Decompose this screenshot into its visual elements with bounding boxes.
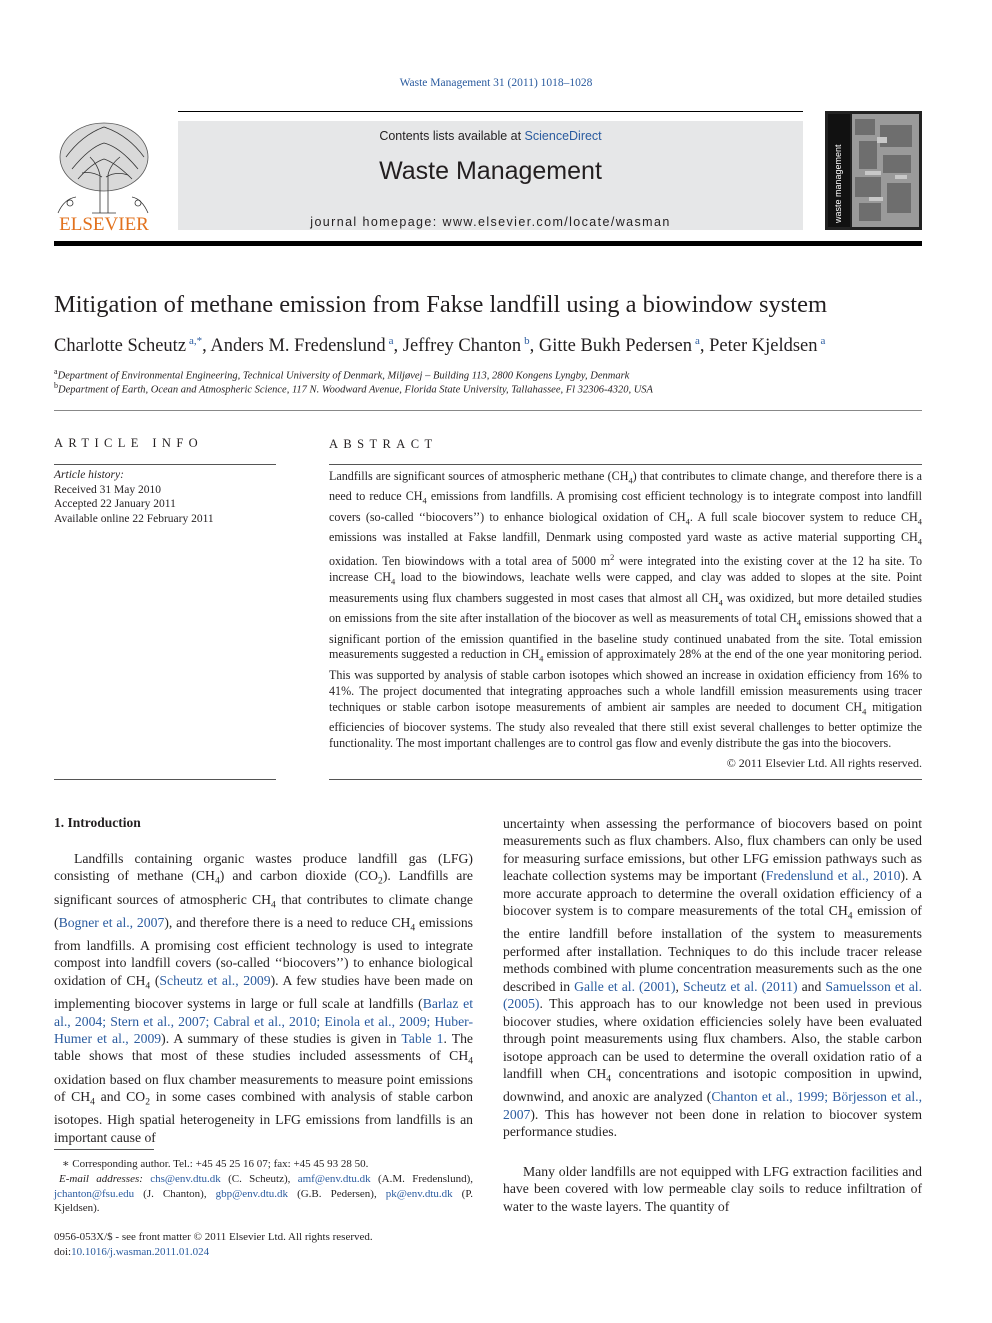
issn-line: 0956-053X/$ - see front matter © 2011 Elsevier Ltd. All rights reserved. [54, 1231, 373, 1243]
affiliation-text: Department of Environmental Engineering, Technical University of Denmark, Miljøvej – Building 113, 2800 Kongens Lyngby, Denmark [57, 370, 630, 382]
citation-link[interactable]: Barlaz et al., 2004; Stern et al., 2007; Cabral et al., 2010; Einola et al., 2009; Huber-Humer et al., 2009 [54, 996, 473, 1047]
author-separator: , [529, 336, 539, 357]
journal-title[interactable]: Waste Management [379, 157, 602, 185]
author-name: Charlotte Scheutz [54, 336, 187, 357]
journal-cover-image[interactable] [825, 111, 922, 230]
article-info-heading: ARTICLE INFO [54, 436, 204, 450]
footnote-rule [54, 1149, 154, 1150]
email-link[interactable]: pk@env.dtu.dk [385, 1187, 453, 1200]
email-label: E-mail addresses: [59, 1173, 143, 1185]
table-link[interactable]: Table 1 [401, 1031, 444, 1047]
affiliation-rule [54, 410, 922, 411]
doi-line [54, 1245, 373, 1260]
affiliation-b [54, 381, 653, 396]
contents-text: Contents lists available at [379, 129, 525, 143]
article-info-rule-bottom [54, 779, 276, 780]
intro-paragraph-2: Many older landfills are not equipped with LFG extraction facilities and have been covered with low permeable clay soils to reduce infiltration of water to the waste layers. The quantity of [503, 1164, 922, 1214]
author-list [54, 335, 825, 357]
author-affiliation-marker[interactable]: b [524, 335, 530, 347]
header-rule [178, 111, 803, 112]
email-addresses: E-mail addresses: chs@env.dtu.dk (C. Scheutz), amf@env.dtu.dk (A.M. Fredenslund), jchanton@fsu.edu (J. Chanton), gbp@env.dtu.dk (G.B. Pedersen), pk@env.dtu.dk (P. Kjeldsen). [54, 1173, 474, 1215]
article-info-rule [54, 464, 276, 465]
homepage-url[interactable]: www.elsevier.com/locate/wasman [442, 215, 671, 229]
email-link[interactable]: jchanton@fsu.edu [54, 1187, 135, 1200]
elsevier-logo[interactable] [52, 117, 156, 235]
doi-link[interactable]: 10.1016/j.wasman.2011.01.024 [71, 1245, 210, 1258]
author-affiliation-marker[interactable]: a [820, 335, 826, 347]
email-link[interactable]: gbp@env.dtu.dk [215, 1187, 289, 1200]
journal-homepage [178, 215, 803, 229]
cover-title: waste management [833, 144, 843, 223]
intro-paragraph-1: Landfills containing organic wastes produce landfill gas (LFG) consisting of methane $(CH_4)$ and carbon dioxide $(CO_2)$. Landfills are significant sources of atmospheric $CH_4$ that contributes to climate change (Bogner et al., 2007), and therefore there is a need to reduce $CH_4$ emissions from landfills. A promising cost efficient technology is used to integrate compost into landfill covers (so-called ‘‘biocovers’’) to enhance biological oxidation of $CH_4$ (Scheutz et al., 2009). A few studies have been made on implementing biocover systems in large or full scale at landfills (Barlaz et al., 2004; Stern et al., 2007; Cabral et al., 2010; Einola et al., 2009; Huber-Humer et al., 2009). A summary of these studies is given in Table 1. The table shows that most of these studies included assessments of $CH_4$ oxidation based on flux chamber measurements to measure point emissions of $CH_4$ and $CO_2$ in some cases combined with analysis of stable carbon isotopes. High spatial heterogeneity in LFG emissions from landfills is an important cause of [54, 851, 474, 1145]
contents-line [178, 129, 803, 143]
history-label: Article history: [54, 469, 124, 481]
citation-link[interactable]: Galle et al. (2001) [574, 978, 676, 994]
header-thick-rule [54, 241, 922, 246]
author-name: Gitte Bukh Pedersen [538, 336, 692, 357]
author-name: Jeffrey Chanton [402, 336, 522, 357]
journal-header-band [178, 121, 803, 230]
intro-paragraph-1-cont: uncertainty when assessing the performance of biocovers based on point measurements such as flux chambers. Also, flux chambers can only be used for measuring surface emissions, but other LFG emission pathways such as leachate collection systems may be important (Fredenslund et al., 2010). A more accurate approach to determine the overall oxidation efficiency of a biocover system is to compare measurements of the total $CH_4$ emission of the entire landfill before installation of the system to measurements performed after installation. Techniques to do this include tracer release methods combined with plume concentration measurements such as the one described in Galle et al. (2001), Scheutz et al. (2011) and Samuelsson et al. (2005). This approach has to our knowledge not been used in previous biocover studies, where oxidation efficiencies solely have been evaluated through point measurements using flux chambers. Also, the stable carbon isotope approach can be used to determine the overall oxidation ratio of a landfill when $CH_4$ concentrations and isotopic composition in upwind, downwind, and anoxic are analyzed (Chanton et al., 1999; Börjesson et al., 2007). This has however not been done in relation to biocover system performance studies. [503, 816, 923, 1140]
author-separator: , [699, 336, 710, 357]
author-affiliation-marker[interactable]: a [694, 335, 700, 347]
author-name: Peter Kjeldsen [709, 336, 818, 357]
corresponding-text: Corresponding author. Tel.: +45 45 25 16 07; fax: +45 45 93 28 50. [72, 1158, 369, 1170]
accepted-date: Accepted 22 January 2011 [54, 498, 176, 510]
doi-prefix: doi: [54, 1245, 72, 1258]
email-link[interactable]: chs@env.dtu.dk [150, 1173, 221, 1185]
citation-link[interactable]: Bogner et al., 2007 [58, 914, 165, 930]
citation-link[interactable]: Scheutz et al. (2011) [683, 978, 798, 994]
author-affiliation-marker[interactable]: a [388, 335, 394, 347]
author-separator: , [202, 336, 211, 357]
abstract-rule [329, 464, 922, 465]
affiliation-a [54, 367, 629, 382]
citation-link[interactable]: Scheutz et al., 2009 [159, 972, 271, 988]
author-name: Anders M. Fredenslund [210, 336, 386, 357]
author-affiliation-marker[interactable]: a,* [189, 335, 203, 347]
affiliation-text: Department of Earth, Ocean and Atmospheric Science, 117 N. Woodward Avenue, Florida State University, Tallahassee, Fl 32306-4320, USA [58, 384, 653, 396]
affiliation-marker: b [54, 381, 58, 390]
journal-citation[interactable]: Waste Management 31 (2011) 1018–1028 [399, 77, 593, 89]
sciencedirect-link[interactable]: ScienceDirect [524, 129, 602, 143]
article-history [54, 468, 214, 526]
online-date: Available online 22 February 2011 [54, 512, 214, 525]
elsevier-tree-icon [52, 117, 156, 235]
cover-icon [825, 111, 922, 230]
corresponding-author-note: ∗ Corresponding author. Tel.: +45 45 25 16 07; fax: +45 45 93 28 50. [62, 1158, 369, 1170]
received-date: Received 31 May 2010 [54, 483, 161, 496]
front-matter [54, 1230, 373, 1259]
author-separator: , [393, 336, 403, 357]
abstract-heading: ABSTRACT [329, 437, 438, 451]
email-link[interactable]: amf@env.dtu.dk [297, 1173, 371, 1185]
citation-link[interactable]: Samuelsson et al. (2005) [503, 978, 923, 1012]
publisher-name: ELSEVIER [59, 214, 149, 235]
abstract-copyright: © 2011 Elsevier Ltd. All rights reserved. [726, 756, 922, 770]
citation-link[interactable]: Fredenslund et al., 2010 [765, 868, 901, 884]
abstract-text: Landfills are significant sources of atmospheric methane $(CH_4)$ that contributes to climate change, and therefore there is a need to reduce $CH_4$ emissions from landfills. A promising cost efficient technology is to integrate compost into landfill covers (so-called ‘‘biocovers’’) to enhance biological oxidation of $CH_4$. A full scale biocover system to reduce $CH_4$ emissions was installed at Fakse landfill, Denmark using composted yard waste as active material supporting $CH_4$ oxidation. Ten biowindows with a total area of 5000 $m^2$ were integrated into the existing cover at the 12 ha site. To increase $CH_4$ load to the biowindows, leachate wells were capped, and clay was added to slopes at the site. Point measurements using flux chambers suggested in most cases that almost all $CH_4$ was oxidized, but more detailed studies on emissions from the site after installation of the biocover as well as measurements of total $CH_4$ emissions showed that a significant portion of the emission quantified in the baseline study continued unabated from the site. Total emission measurements suggested a reduction in $CH_4$ emission of approximately 28% at the end of the one year monitoring period. This was supported by analysis of stable carbon isotopes which showed an increase in oxidation efficiency from 16% to 41%. The project documented that integrating approaches such a whole landfill emission measurements using tracer techniques or stable carbon isotope measurements of ambient air samples are needed to document $CH_4$ mitigation efficiencies of biocover systems. The study also revealed that there still exist several challenges to better optimize the functionality. The most important challenges are to control gas flow and evenly distribute the gas into the biocovers. [329, 469, 922, 751]
section-heading-introduction: 1. Introduction [54, 815, 141, 830]
affiliation-marker: a [54, 367, 58, 376]
citation-link[interactable]: Chanton et al., 1999; Börjesson et al., 2007 [503, 1089, 922, 1122]
abstract-rule-bottom [329, 779, 922, 780]
article-title: Mitigation of methane emission from Fakse landfill using a biowindow system [54, 291, 828, 318]
homepage-label: journal homepage: [310, 215, 443, 229]
